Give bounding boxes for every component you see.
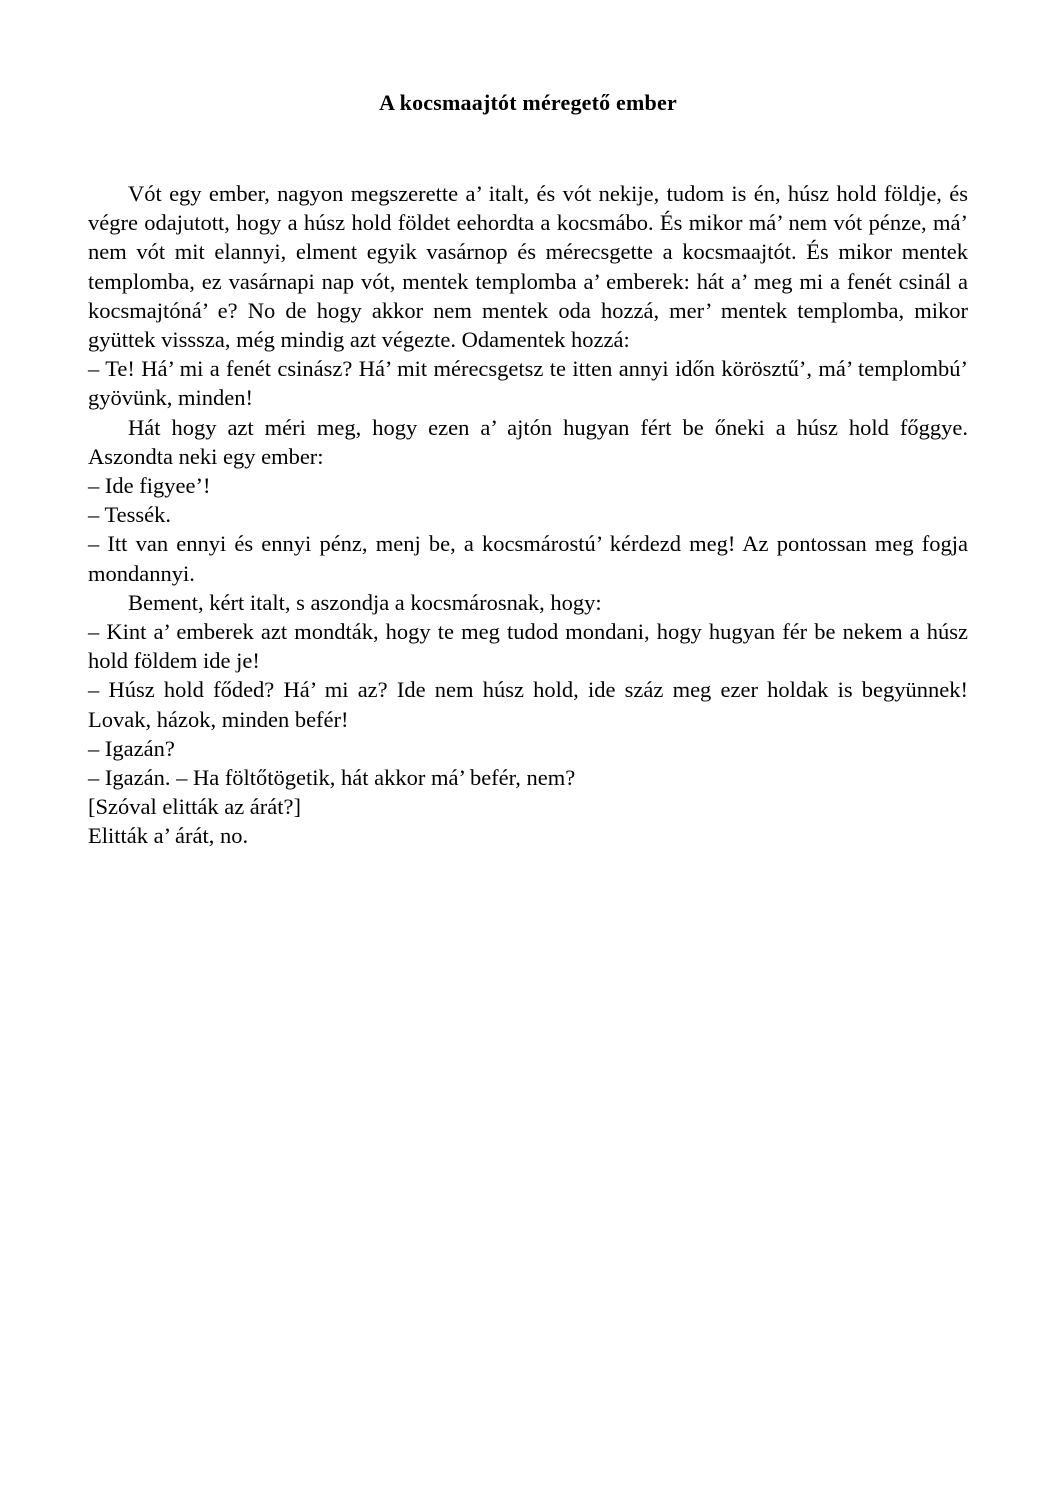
body-paragraph: – Tessék. <box>88 502 172 528</box>
page-title: A kocsmaajtót méregető ember <box>379 90 677 115</box>
title-spacer <box>88 117 968 179</box>
body-paragraph: – Húsz hold főded? Há’ mi az? Ide nem húsz hold, ide száz meg ezer holdak is begyünnek! Lovak, házok, minden befér! <box>88 677 968 732</box>
body-paragraph: – Ide figyee’! <box>88 473 211 499</box>
body-paragraph: – Itt van ennyi és ennyi pénz, menj be, a kocsmárostú’ kérdezd meg! Az pontossan meg fogja mondannyi. <box>88 531 968 586</box>
body-text <box>88 179 968 851</box>
page-content <box>88 88 968 851</box>
body-paragraph: [Szóval elitták az árát?] <box>88 794 302 820</box>
body-paragraph: Bement, kért italt, s aszondja a kocsmárosnak, hogy: <box>128 589 602 615</box>
body-paragraph: Elitták a’ árát, no. <box>88 823 249 849</box>
body-paragraph: Hát hogy azt méri meg, hogy ezen a’ ajtón hugyan fért be őneki a húsz hold főggye. Aszondta neki egy ember: <box>88 414 968 469</box>
body-paragraph: – Igazán. – Ha föltőtögetik, hát akkor má’ befér, nem? <box>88 765 576 791</box>
body-paragraph: – Kint a’ emberek azt mondták, hogy te meg tudod mondani, hogy hugyan fér be nekem a húsz hold földem ide je! <box>88 619 968 674</box>
body-paragraph: – Te! Há’ mi a fenét csinász? Há’ mit mérecsgetsz te itten annyi időn körösztű’, má’ templombú’ gyövünk, minden! <box>88 356 968 411</box>
body-paragraph: – Igazán? <box>88 735 175 761</box>
body-paragraph: Vót egy ember, nagyon megszerette a’ italt, és vót nekije, tudom is én, húsz hold földje, és végre odajutott, hogy a húsz hold földet eehordta a kocsmábo. És mikor má’ nem vót pénze, má’ nem vót mit elannyi, elment egyik vasárnop és mérecsgette a kocsmaajtót. És mikor mentek templomba, ez vasárnapi nap vót, mentek templomba a’ emberek: hát a’ meg mi a fenét csinál a kocsmajtóná’ e? No de hogy akkor nem mentek oda hozzá, mer’ mentek templomba, mikor gyüttek visssza, még mindig azt végezte. Odamentek hozzá: <box>88 181 968 353</box>
